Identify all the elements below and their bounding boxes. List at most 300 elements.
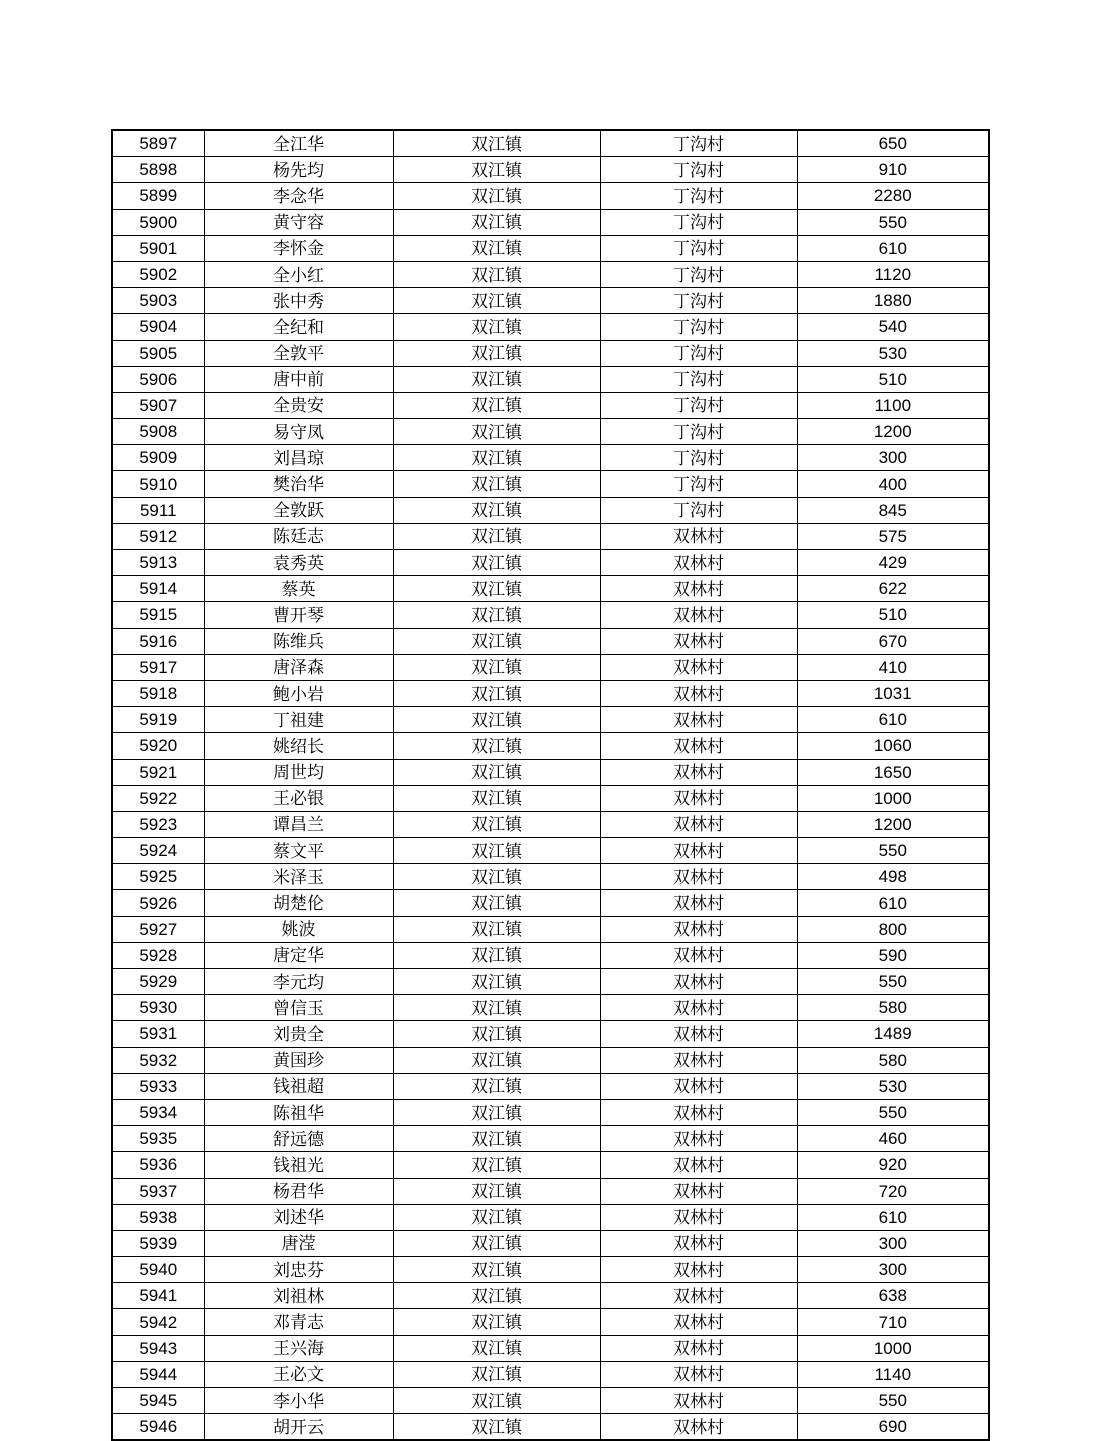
cell-id: 5936 [112,1152,204,1178]
cell-amount: 1000 [797,1335,989,1361]
cell-town: 双江镇 [393,471,600,497]
cell-village: 双林村 [600,1361,797,1387]
cell-name: 张中秀 [204,288,393,314]
cell-village: 双林村 [600,890,797,916]
cell-name: 胡开云 [204,1414,393,1441]
cell-id: 5906 [112,366,204,392]
cell-id: 5898 [112,157,204,183]
cell-town: 双江镇 [393,1230,600,1256]
cell-amount: 610 [797,1204,989,1230]
cell-amount: 460 [797,1126,989,1152]
cell-name: 陈维兵 [204,628,393,654]
cell-village: 丁沟村 [600,183,797,209]
cell-village: 丁沟村 [600,497,797,523]
cell-id: 5919 [112,707,204,733]
cell-name: 刘贵全 [204,1021,393,1047]
cell-town: 双江镇 [393,759,600,785]
table-row [112,1021,989,1047]
cell-town: 双江镇 [393,628,600,654]
cell-amount: 622 [797,576,989,602]
cell-town: 双江镇 [393,1021,600,1047]
cell-id: 5937 [112,1178,204,1204]
cell-village: 双林村 [600,1178,797,1204]
table-row [112,366,989,392]
cell-village: 双林村 [600,916,797,942]
cell-amount: 300 [797,445,989,471]
cell-id: 5945 [112,1388,204,1414]
cell-town: 双江镇 [393,916,600,942]
table-row [112,392,989,418]
cell-village: 双林村 [600,707,797,733]
table-row [112,733,989,759]
cell-id: 5899 [112,183,204,209]
cell-village: 丁沟村 [600,130,797,157]
cell-town: 双江镇 [393,811,600,837]
cell-name: 姚绍长 [204,733,393,759]
cell-amount: 300 [797,1257,989,1283]
cell-town: 双江镇 [393,392,600,418]
cell-village: 双林村 [600,995,797,1021]
table-row [112,628,989,654]
table-row [112,864,989,890]
cell-town: 双江镇 [393,890,600,916]
cell-id: 5943 [112,1335,204,1361]
cell-id: 5905 [112,340,204,366]
cell-amount: 550 [797,209,989,235]
cell-name: 蔡英 [204,576,393,602]
cell-name: 杨先均 [204,157,393,183]
cell-amount: 670 [797,628,989,654]
cell-id: 5908 [112,419,204,445]
cell-village: 双林村 [600,523,797,549]
table-row [112,471,989,497]
cell-name: 唐中前 [204,366,393,392]
cell-town: 双江镇 [393,419,600,445]
cell-town: 双江镇 [393,1047,600,1073]
cell-village: 丁沟村 [600,157,797,183]
cell-amount: 510 [797,602,989,628]
cell-village: 双林村 [600,1230,797,1256]
cell-name: 邓青志 [204,1309,393,1335]
cell-name: 米泽玉 [204,864,393,890]
cell-town: 双江镇 [393,995,600,1021]
cell-village: 双林村 [600,942,797,968]
cell-name: 樊治华 [204,471,393,497]
table-row [112,157,989,183]
cell-name: 胡楚伦 [204,890,393,916]
table-row [112,1309,989,1335]
cell-amount: 1031 [797,680,989,706]
table-row [112,1388,989,1414]
cell-village: 双林村 [600,602,797,628]
cell-amount: 910 [797,157,989,183]
cell-town: 双江镇 [393,1073,600,1099]
cell-id: 5930 [112,995,204,1021]
cell-town: 双江镇 [393,288,600,314]
cell-town: 双江镇 [393,864,600,890]
table-row [112,130,989,157]
cell-name: 陈廷志 [204,523,393,549]
cell-id: 5918 [112,680,204,706]
cell-name: 刘祖林 [204,1283,393,1309]
cell-id: 5933 [112,1073,204,1099]
table-row [112,1073,989,1099]
cell-town: 双江镇 [393,1414,600,1441]
cell-name: 王兴海 [204,1335,393,1361]
cell-amount: 1140 [797,1361,989,1387]
cell-town: 双江镇 [393,209,600,235]
table-row [112,1047,989,1073]
table-row [112,314,989,340]
cell-village: 丁沟村 [600,471,797,497]
cell-id: 5939 [112,1230,204,1256]
cell-town: 双江镇 [393,497,600,523]
table-row [112,1361,989,1387]
cell-village: 双林村 [600,811,797,837]
cell-town: 双江镇 [393,1257,600,1283]
cell-name: 唐泽森 [204,654,393,680]
cell-amount: 610 [797,707,989,733]
cell-amount: 1200 [797,811,989,837]
cell-amount: 1200 [797,419,989,445]
cell-name: 全敦跃 [204,497,393,523]
cell-name: 杨君华 [204,1178,393,1204]
cell-amount: 610 [797,890,989,916]
cell-village: 丁沟村 [600,235,797,261]
cell-town: 双江镇 [393,130,600,157]
cell-amount: 720 [797,1178,989,1204]
cell-id: 5925 [112,864,204,890]
cell-town: 双江镇 [393,523,600,549]
cell-name: 黄守容 [204,209,393,235]
table-row [112,576,989,602]
cell-village: 双林村 [600,838,797,864]
cell-town: 双江镇 [393,602,600,628]
cell-town: 双江镇 [393,550,600,576]
cell-village: 双林村 [600,1047,797,1073]
cell-village: 双林村 [600,628,797,654]
cell-name: 刘忠芬 [204,1257,393,1283]
cell-amount: 650 [797,130,989,157]
cell-name: 姚波 [204,916,393,942]
cell-id: 5927 [112,916,204,942]
cell-id: 5923 [112,811,204,837]
cell-village: 丁沟村 [600,209,797,235]
cell-village: 双林村 [600,1335,797,1361]
table-row [112,969,989,995]
cell-name: 全江华 [204,130,393,157]
cell-amount: 690 [797,1414,989,1441]
cell-town: 双江镇 [393,942,600,968]
cell-name: 周世均 [204,759,393,785]
cell-amount: 1489 [797,1021,989,1047]
cell-village: 丁沟村 [600,445,797,471]
cell-town: 双江镇 [393,1099,600,1125]
cell-id: 5935 [112,1126,204,1152]
cell-amount: 590 [797,942,989,968]
cell-name: 刘昌琼 [204,445,393,471]
cell-village: 丁沟村 [600,288,797,314]
cell-amount: 1650 [797,759,989,785]
table-row [112,1414,989,1441]
cell-village: 双林村 [600,654,797,680]
cell-id: 5944 [112,1361,204,1387]
table-row [112,785,989,811]
cell-amount: 920 [797,1152,989,1178]
cell-name: 全纪和 [204,314,393,340]
cell-id: 5916 [112,628,204,654]
cell-id: 5934 [112,1099,204,1125]
cell-name: 李小华 [204,1388,393,1414]
cell-amount: 1120 [797,261,989,287]
cell-town: 双江镇 [393,680,600,706]
cell-town: 双江镇 [393,1204,600,1230]
cell-name: 全贵安 [204,392,393,418]
cell-name: 曹开琴 [204,602,393,628]
cell-village: 双林村 [600,1309,797,1335]
table-row [112,445,989,471]
cell-amount: 498 [797,864,989,890]
table-row [112,1283,989,1309]
cell-id: 5931 [112,1021,204,1047]
cell-town: 双江镇 [393,1283,600,1309]
cell-name: 黄国珍 [204,1047,393,1073]
table-row [112,288,989,314]
cell-village: 双林村 [600,680,797,706]
cell-town: 双江镇 [393,969,600,995]
table-row [112,1204,989,1230]
table-row [112,183,989,209]
cell-town: 双江镇 [393,366,600,392]
table-row [112,1257,989,1283]
cell-id: 5946 [112,1414,204,1441]
cell-id: 5932 [112,1047,204,1073]
table-row [112,1152,989,1178]
table-row [112,1126,989,1152]
cell-id: 5929 [112,969,204,995]
table-row [112,419,989,445]
table-row [112,602,989,628]
cell-amount: 610 [797,235,989,261]
cell-town: 双江镇 [393,838,600,864]
cell-id: 5922 [112,785,204,811]
table-row [112,497,989,523]
cell-village: 双林村 [600,785,797,811]
cell-id: 5912 [112,523,204,549]
cell-amount: 530 [797,1073,989,1099]
table-row [112,916,989,942]
cell-id: 5903 [112,288,204,314]
cell-amount: 429 [797,550,989,576]
cell-amount: 550 [797,1099,989,1125]
cell-amount: 2280 [797,183,989,209]
cell-village: 双林村 [600,969,797,995]
cell-village: 双林村 [600,1283,797,1309]
cell-name: 易守凤 [204,419,393,445]
cell-amount: 1000 [797,785,989,811]
cell-name: 唐定华 [204,942,393,968]
cell-amount: 300 [797,1230,989,1256]
cell-town: 双江镇 [393,157,600,183]
cell-id: 5938 [112,1204,204,1230]
cell-village: 丁沟村 [600,419,797,445]
cell-amount: 845 [797,497,989,523]
cell-amount: 710 [797,1309,989,1335]
cell-village: 双林村 [600,1073,797,1099]
cell-name: 陈祖华 [204,1099,393,1125]
table-row [112,261,989,287]
cell-id: 5913 [112,550,204,576]
cell-amount: 550 [797,969,989,995]
table-row [112,523,989,549]
cell-town: 双江镇 [393,707,600,733]
table-row [112,550,989,576]
cell-town: 双江镇 [393,1361,600,1387]
cell-village: 双林村 [600,1126,797,1152]
cell-id: 5902 [112,261,204,287]
cell-village: 丁沟村 [600,392,797,418]
cell-name: 全敦平 [204,340,393,366]
cell-village: 双林村 [600,1414,797,1441]
cell-amount: 510 [797,366,989,392]
cell-village: 双林村 [600,759,797,785]
cell-village: 丁沟村 [600,314,797,340]
cell-id: 5928 [112,942,204,968]
cell-name: 舒远德 [204,1126,393,1152]
cell-amount: 1060 [797,733,989,759]
cell-amount: 400 [797,471,989,497]
cell-village: 双林村 [600,550,797,576]
cell-village: 丁沟村 [600,366,797,392]
cell-id: 5900 [112,209,204,235]
cell-id: 5921 [112,759,204,785]
cell-name: 李元均 [204,969,393,995]
table-row [112,680,989,706]
table-row [112,838,989,864]
cell-town: 双江镇 [393,183,600,209]
table-row [112,235,989,261]
cell-name: 鲍小岩 [204,680,393,706]
cell-id: 5910 [112,471,204,497]
cell-id: 5940 [112,1257,204,1283]
cell-town: 双江镇 [393,1335,600,1361]
cell-town: 双江镇 [393,654,600,680]
cell-id: 5909 [112,445,204,471]
table-body [112,130,989,1440]
cell-name: 刘述华 [204,1204,393,1230]
cell-amount: 800 [797,916,989,942]
cell-village: 双林村 [600,1204,797,1230]
cell-name: 蔡文平 [204,838,393,864]
table-row [112,209,989,235]
cell-name: 李念华 [204,183,393,209]
cell-id: 5942 [112,1309,204,1335]
cell-town: 双江镇 [393,340,600,366]
cell-town: 双江镇 [393,1178,600,1204]
cell-town: 双江镇 [393,1388,600,1414]
table-row [112,890,989,916]
cell-village: 双林村 [600,864,797,890]
cell-amount: 550 [797,1388,989,1414]
cell-id: 5907 [112,392,204,418]
cell-village: 双林村 [600,733,797,759]
cell-village: 双林村 [600,1388,797,1414]
table-row [112,340,989,366]
data-table [111,129,990,1441]
table-row [112,1335,989,1361]
cell-id: 5904 [112,314,204,340]
cell-amount: 410 [797,654,989,680]
cell-id: 5941 [112,1283,204,1309]
cell-name: 丁祖建 [204,707,393,733]
cell-name: 唐滢 [204,1230,393,1256]
cell-amount: 550 [797,838,989,864]
cell-town: 双江镇 [393,576,600,602]
cell-town: 双江镇 [393,445,600,471]
cell-amount: 530 [797,340,989,366]
cell-village: 丁沟村 [600,261,797,287]
cell-name: 袁秀英 [204,550,393,576]
cell-name: 王必文 [204,1361,393,1387]
cell-amount: 1100 [797,392,989,418]
cell-id: 5924 [112,838,204,864]
cell-amount: 540 [797,314,989,340]
table-row [112,942,989,968]
cell-id: 5914 [112,576,204,602]
cell-id: 5917 [112,654,204,680]
table-row [112,759,989,785]
cell-amount: 1880 [797,288,989,314]
cell-name: 王必银 [204,785,393,811]
cell-id: 5901 [112,235,204,261]
table-row [112,811,989,837]
cell-town: 双江镇 [393,1152,600,1178]
cell-amount: 575 [797,523,989,549]
cell-village: 双林村 [600,1152,797,1178]
cell-village: 双林村 [600,1021,797,1047]
cell-town: 双江镇 [393,1126,600,1152]
table-row [112,995,989,1021]
table-row [112,707,989,733]
cell-name: 曾信玉 [204,995,393,1021]
cell-town: 双江镇 [393,733,600,759]
cell-id: 5926 [112,890,204,916]
cell-town: 双江镇 [393,261,600,287]
table-row [112,1099,989,1125]
cell-town: 双江镇 [393,235,600,261]
table-row [112,1178,989,1204]
cell-village: 双林村 [600,1099,797,1125]
cell-name: 李怀金 [204,235,393,261]
cell-town: 双江镇 [393,785,600,811]
cell-name: 谭昌兰 [204,811,393,837]
table-row [112,654,989,680]
cell-id: 5915 [112,602,204,628]
cell-town: 双江镇 [393,1309,600,1335]
cell-town: 双江镇 [393,314,600,340]
cell-name: 全小红 [204,261,393,287]
cell-village: 丁沟村 [600,340,797,366]
cell-amount: 580 [797,995,989,1021]
cell-amount: 638 [797,1283,989,1309]
cell-id: 5920 [112,733,204,759]
cell-name: 钱祖光 [204,1152,393,1178]
cell-id: 5911 [112,497,204,523]
cell-village: 双林村 [600,576,797,602]
cell-name: 钱祖超 [204,1073,393,1099]
cell-village: 双林村 [600,1257,797,1283]
table-row [112,1230,989,1256]
